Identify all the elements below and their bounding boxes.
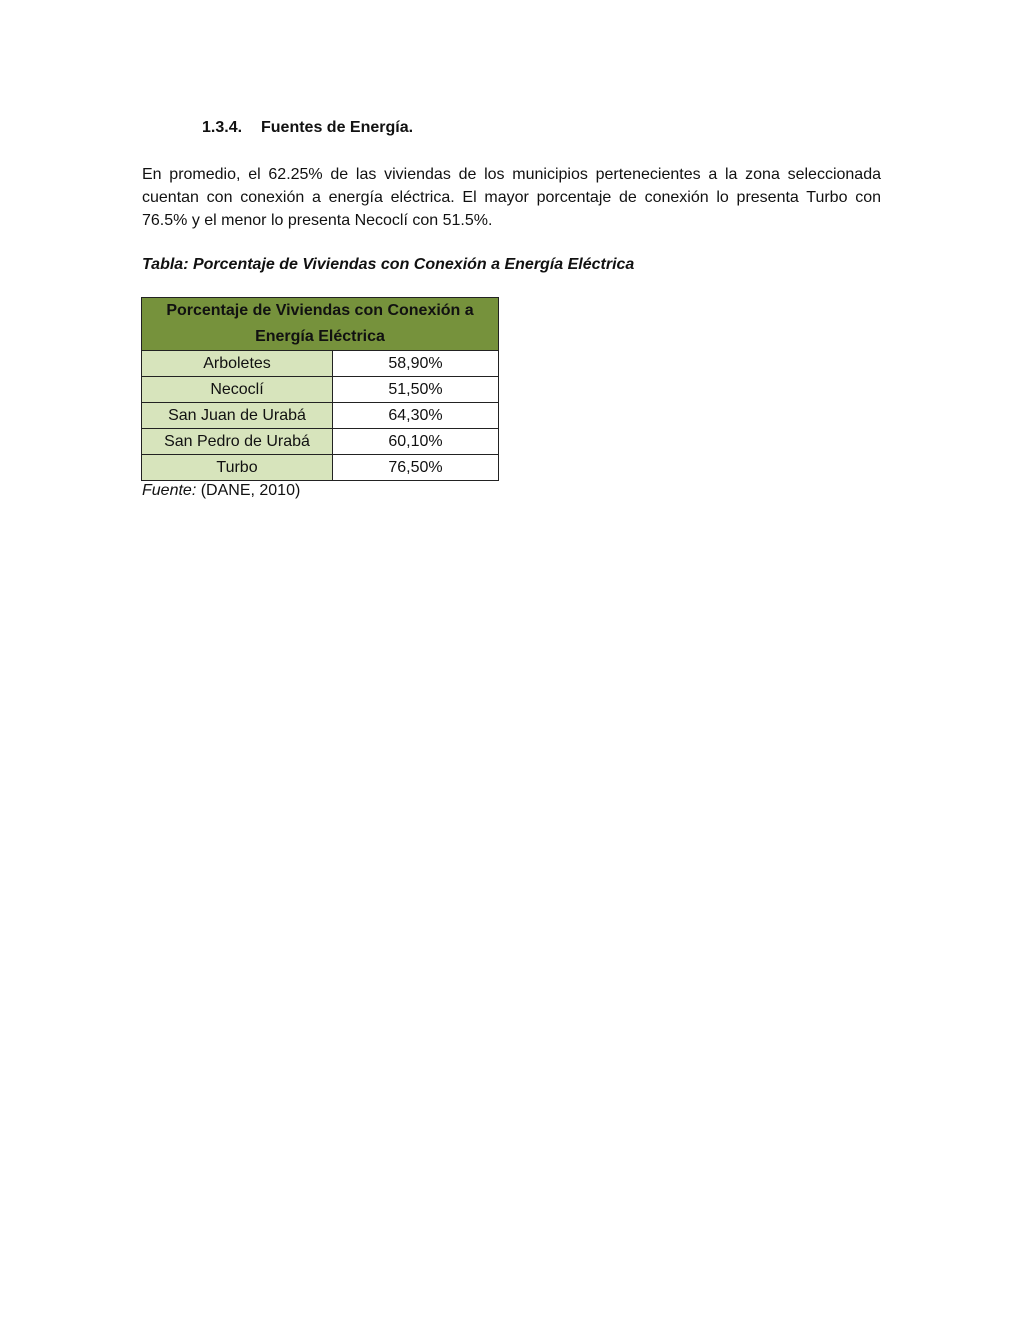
energy-connection-table: [141, 297, 499, 481]
percentage-cell: 60,10%: [333, 429, 499, 455]
table-caption: Tabla: Porcentaje de Viviendas con Conexión a Energía Eléctrica: [142, 256, 635, 273]
municipality-cell: San Juan de Urabá: [142, 403, 333, 429]
municipality-cell: Arboletes: [142, 351, 333, 377]
municipality-cell: Necoclí: [142, 377, 333, 403]
body-paragraph: En promedio, el 62.25% de las viviendas de los municipios pertenecientes a la zona seleccionada cuentan con conexión a energía eléctrica. El mayor porcentaje de conexión lo presenta Turbo con 76.5% y el menor lo presenta Necoclí con 51.5%.: [142, 166, 881, 229]
source-text: (DANE, 2010): [196, 482, 301, 499]
table-row: [142, 377, 499, 403]
percentage-cell: 51,50%: [333, 377, 499, 403]
table-header-row: [142, 298, 499, 351]
municipality-cell: San Pedro de Urabá: [142, 429, 333, 455]
table-row: [142, 455, 499, 481]
municipality-cell: Turbo: [142, 455, 333, 481]
percentage-cell: 58,90%: [333, 351, 499, 377]
table-row: [142, 351, 499, 377]
percentage-cell: 76,50%: [333, 455, 499, 481]
section-heading: [202, 119, 413, 137]
source-label: Fuente:: [142, 482, 197, 499]
table-row: [142, 429, 499, 455]
section-title: Fuentes de Energía.: [261, 119, 414, 136]
table-source: [142, 482, 300, 500]
table-row: [142, 403, 499, 429]
table-header: Porcentaje de Viviendas con Conexión a Energía Eléctrica: [142, 298, 499, 351]
section-number: 1.3.4.: [202, 119, 243, 136]
percentage-cell: 64,30%: [333, 403, 499, 429]
